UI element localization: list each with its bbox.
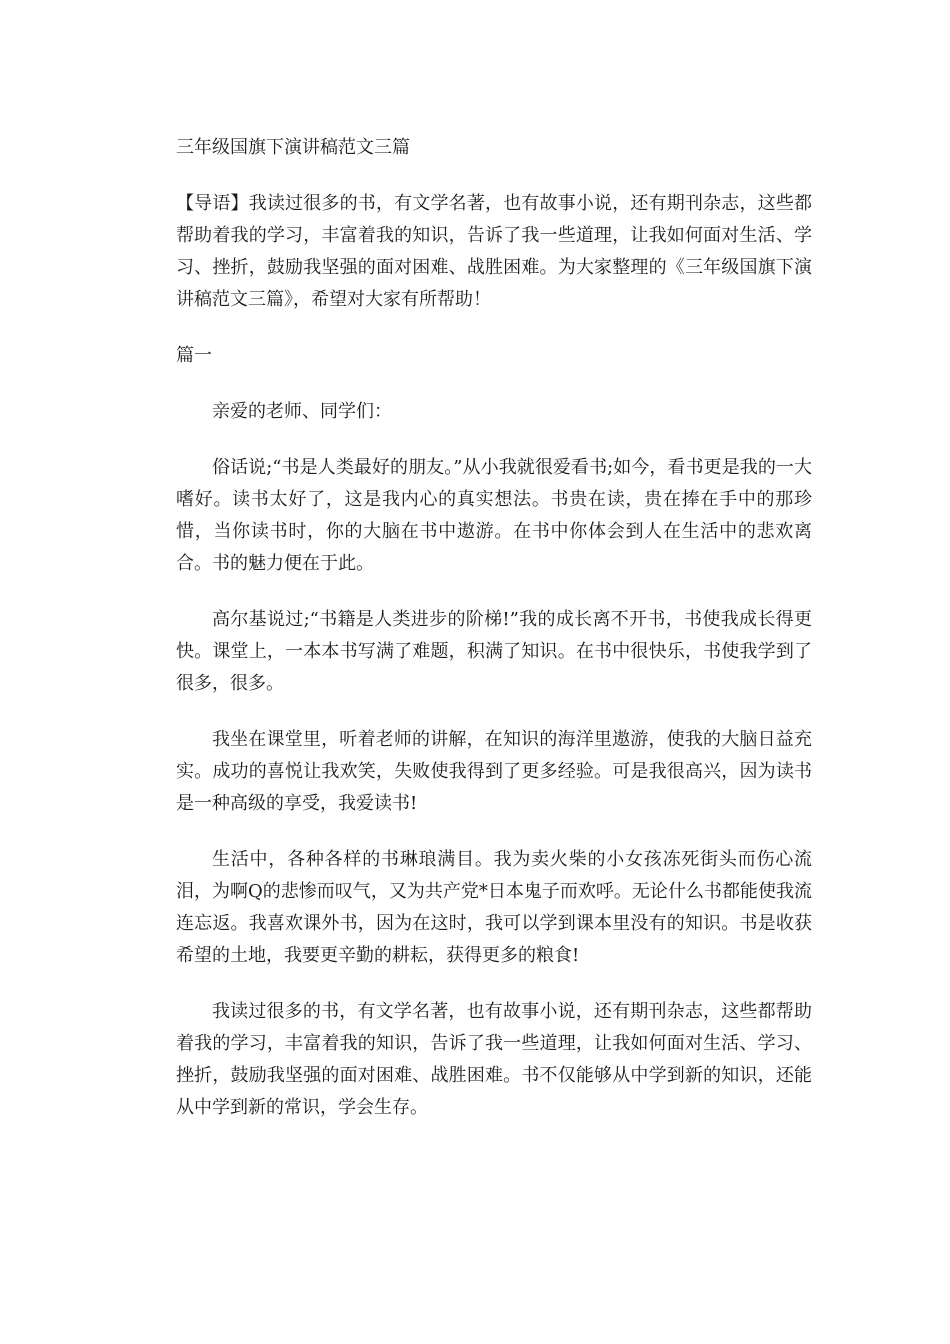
section-heading: 篇一 <box>176 345 212 366</box>
body-paragraph-2: 高尔基说过;“书籍是人类进步的阶梯!”我的成长离不开书，书使我成长得更快。课堂上，一本本书写满了难题，积满了知识。在书中很快乐，书使我学到了很多，很多。 <box>176 609 812 694</box>
intro-paragraph: 【导语】我读过很多的书，有文学名著，也有故事小说，还有期刊杂志，这些都帮助着我的学习，丰富着我的知识，告诉了我一些道理，让我如何面对生活、学习、挫折，鼓励我坚强的面对困难、战胜困难。为大家整理的《三年级国旗下演讲稿范文三篇》，希望对大家有所帮助！ <box>176 193 812 310</box>
document-title: 三年级国旗下演讲稿范文三篇 <box>176 137 410 158</box>
body-paragraph-1: 俗话说;“书是人类最好的朋友。”从小我就很爱看书;如今，看书更是我的一大嗜好。读书太好了，这是我内心的真实想法。书贵在读，贵在捧在手中的那珍惜，当你读书时，你的大脑在书中遨游。在书中你体会到人在生活中的悲欢离合。书的魅力便在于此。 <box>176 457 812 574</box>
body-paragraph-4: 生活中，各种各样的书琳琅满目。我为卖火柴的小女孩冻死街头而伤心流泪，为啊Q的悲惨而叹气，又为共产党*日本鬼子而欢呼。无论什么书都能使我流连忘返。我喜欢课外书，因为在这时，我可以学到课本里没有的知识。书是收获希望的土地，我要更辛勤的耕耘，获得更多的粮食! <box>176 849 812 966</box>
body-paragraph-5: 我读过很多的书，有文学名著，也有故事小说，还有期刊杂志，这些都帮助着我的学习，丰富着我的知识，告诉了我一些道理，让我如何面对生活、学习、挫折，鼓励我坚强的面对困难、战胜困难。书不仅能够从中学到新的知识，还能从中学到新的常识，学会生存。 <box>176 1001 812 1118</box>
greeting: 亲爱的老师、同学们： <box>212 401 392 422</box>
body-paragraph-3: 我坐在课堂里，听着老师的讲解，在知识的海洋里遨游，使我的大脑日益充实。成功的喜悦让我欢笑，失败使我得到了更多经验。可是我很高兴，因为读书是一种高级的享受，我爱读书! <box>176 729 812 814</box>
